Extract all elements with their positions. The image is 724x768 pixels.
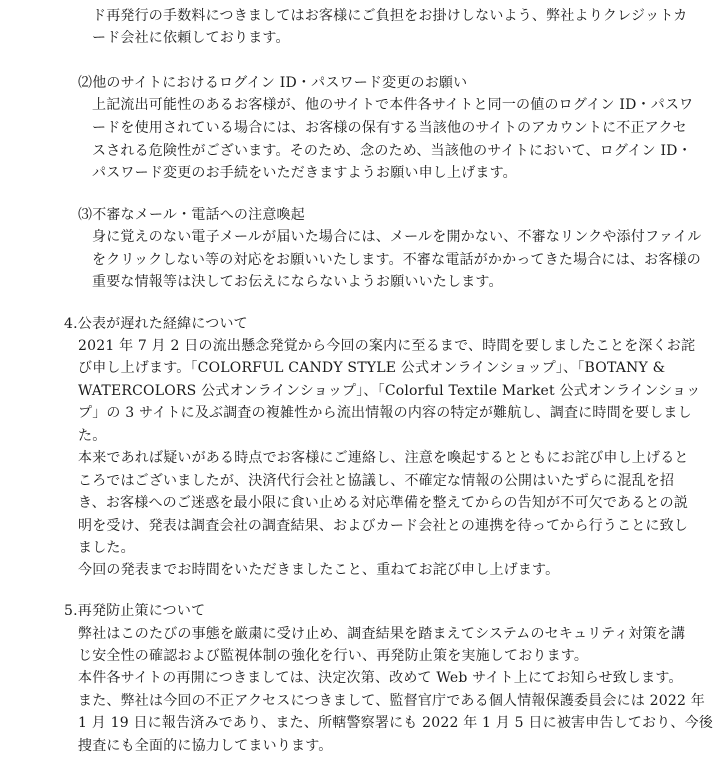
paragraph-line: をクリックしない等の対応をお願いいたします。不審な電話がかかってきた場合には、お客様の — [92, 252, 701, 268]
paragraph-line: 今回の発表までお時間をいただきましたこと、重ねてお詫び申し上げます。 — [78, 562, 560, 578]
paragraph-line: パスワード変更のお手続をいただきますようお願い申し上げます。 — [92, 165, 517, 181]
paragraph-line: プ」の 3 サイトに及ぶ調査の複雑性から流出情報の内容の特定が難航し、調査に時間を要しまし — [78, 405, 692, 421]
subsection-heading: ⑶不審なメール・電話への注意喚起 — [78, 207, 305, 223]
paragraph-line: スされる危険性がございます。そのため、念のため、当該他のサイトにおいて、ログイン ID・ — [92, 143, 692, 159]
paragraph-line: ードを使用されている場合には、お客様の保有する当該他のサイトのアカウントに不正アクセ — [92, 120, 687, 136]
paragraph-line: き、お客様へのご迷惑を最小限に食い止める対応準備を整えてからの告知が不可欠であるとの説 — [78, 495, 689, 511]
paragraph-line: じ安全性の確認および監視体制の強化を行い、再発防止策を実施しております。 — [78, 648, 589, 664]
paragraph-line: ド再発行の手数料につきましてはお客様にご負担をお掛けしないよう、弊社よりクレジットカ — [92, 8, 688, 24]
paragraph-line: ード会社に依頼しております。 — [92, 30, 290, 46]
subsection-heading: ⑵他のサイトにおけるログイン ID・パスワード変更のお願い — [78, 75, 468, 91]
paragraph-line: 本件各サイトの再開につきましては、決定次第、改めて Web サイト上にてお知らせ致します。 — [78, 670, 683, 686]
paragraph-line: ころではございましたが、決済代行会社と協議し、不確定な情報の公開はいたずらに混乱を招 — [78, 473, 675, 489]
paragraph-line: 1 月 19 日に報告済みであり、また、所轄警察署にも 2022 年 1 月 5 日に被害申告しており、今後 — [78, 715, 714, 731]
paragraph-line: また、弊社は今回の不正アクセスにつきまして、監督官庁である個人情報保護委員会には 2022 年 — [78, 693, 705, 709]
paragraph-line: WATERCOLORS 公式オンラインショップ」、「Colorful Textile Market 公式オンラインショッ — [78, 383, 701, 399]
paragraph-line: び申し上げます。「COLORFUL CANDY STYLE 公式オンラインショップ」、「BOTANY & — [78, 360, 666, 376]
paragraph-line: た。 — [78, 428, 107, 444]
section-heading: 4.公表が遅れた経緯について — [64, 316, 248, 332]
paragraph-line: 2021 年 7 月 2 日の流出懸念発覚から今回の案内に至るまで、時間を要しましたことを深くお詫 — [78, 338, 696, 354]
section-heading: 5.再発防止策について — [64, 603, 206, 619]
paragraph-line: 身に覚えのない電子メールが届いた場合には、メールを開かない、不審なリンクや添付ファイル — [92, 229, 702, 245]
paragraph-line: 上記流出可能性のあるお客様が、他のサイトで本件各サイトと同一の値のログイン ID・パスワ — [92, 97, 694, 113]
paragraph-line: 捜査にも全面的に協力してまいります。 — [78, 738, 333, 754]
paragraph-line: ました。 — [78, 540, 135, 556]
paragraph-line: 重要な情報等は決してお伝えにならないようお願いいたします。 — [92, 274, 503, 290]
paragraph-line: 本来であれば疑いがある時点でお客様にご連絡し、注意を喚起するとともにお詫び申し上げると — [78, 450, 689, 466]
paragraph-line: 弊社はこのたびの事態を厳粛に受け止め、調査結果を踏まえてシステムのセキュリティ対策を講 — [78, 626, 686, 642]
paragraph-line: 明を受け、発表は調査会社の調査結果、およびカード会社との連携を待ってから行うことに致し — [78, 518, 689, 534]
